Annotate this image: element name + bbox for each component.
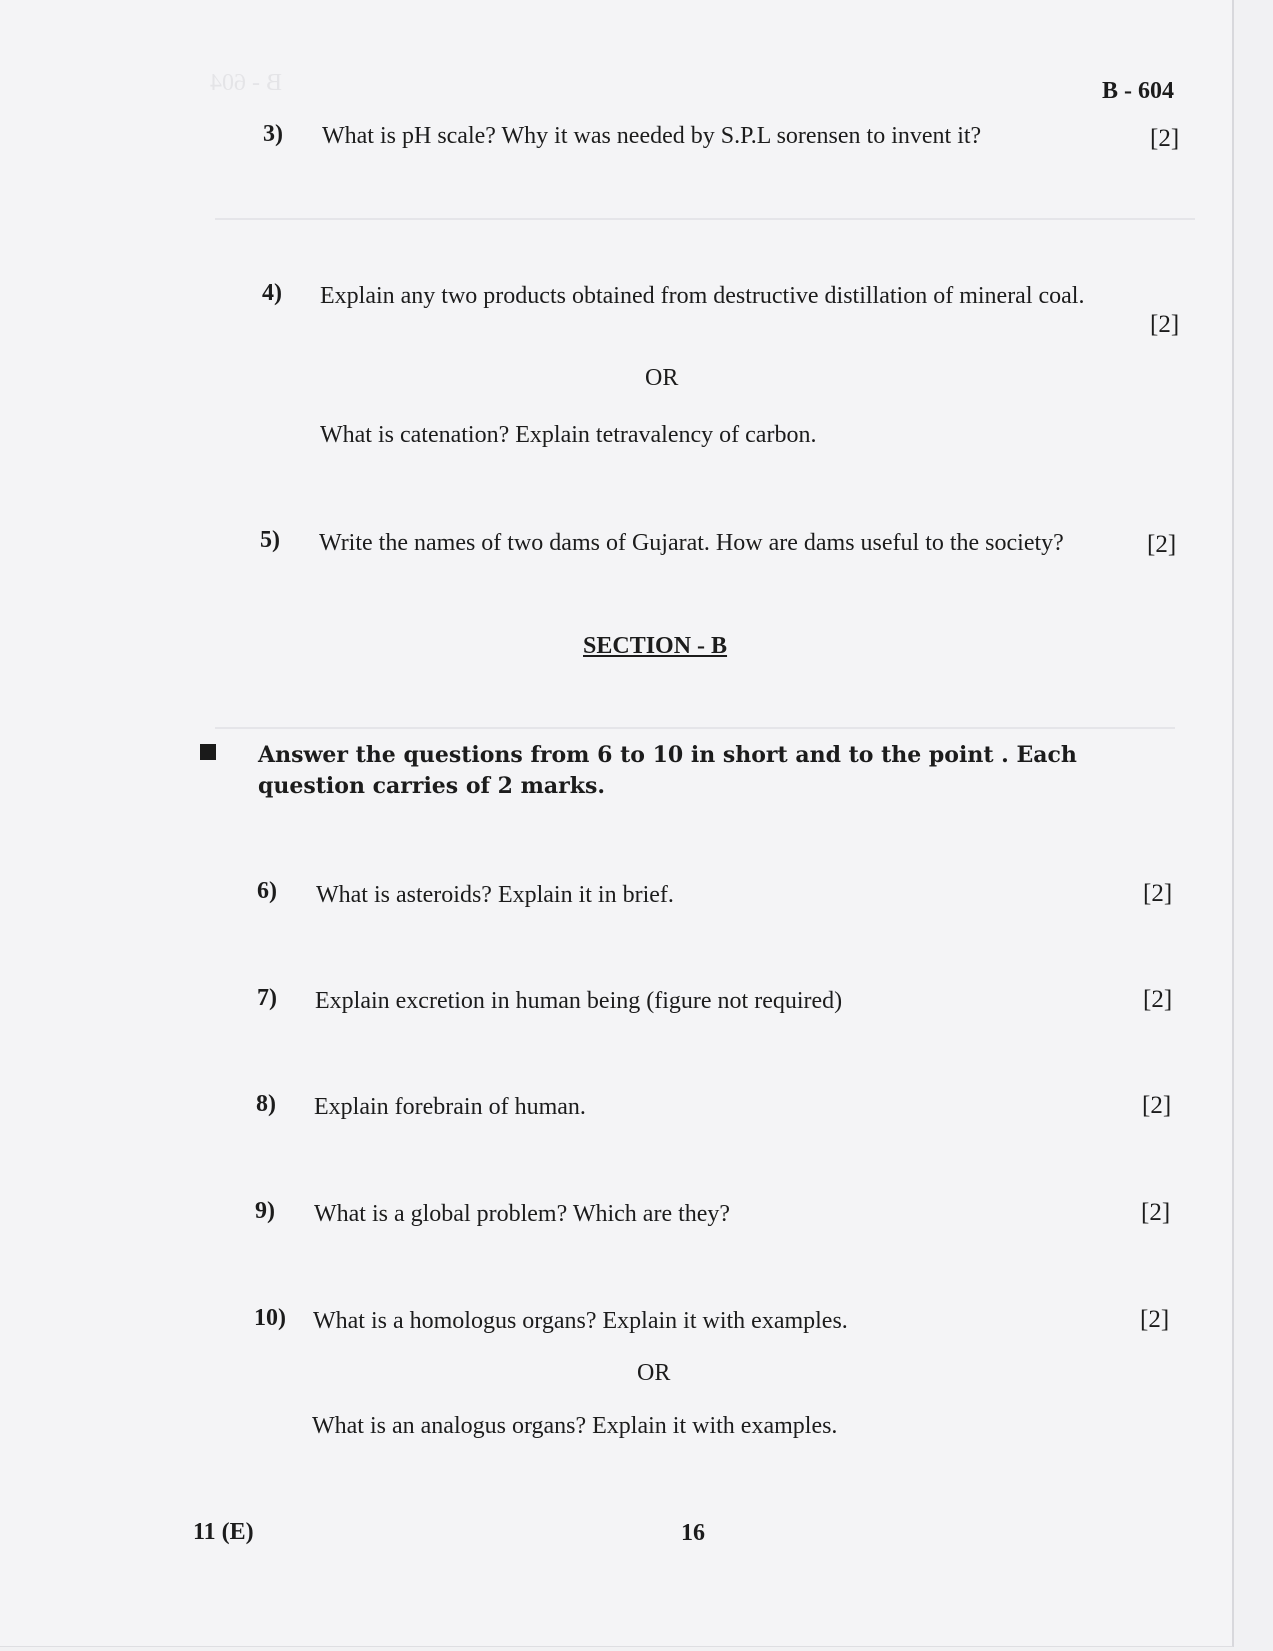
question-text: Explain excretion in human being (figure not required): [315, 988, 843, 1014]
page-number: 16: [681, 1520, 705, 1546]
alternative-question-text: What is an analogus organs? Explain it with examples.: [312, 1413, 838, 1439]
question-marks: [2]: [1141, 1199, 1171, 1226]
or-label: OR: [645, 365, 679, 391]
question-marks: [2]: [1142, 1092, 1172, 1119]
section-instruction: Answer the questions from 6 to 10 in short and to the point . Each question carries of 2 marks.: [258, 742, 1077, 799]
question-marks: [2]: [1150, 125, 1180, 152]
question-number: 3): [263, 121, 283, 147]
question-text: What is a global problem? Which are they?: [314, 1201, 731, 1227]
question-number: 7): [257, 985, 277, 1011]
question-marks: [2]: [1143, 880, 1173, 907]
footer-code: 11 (E): [193, 1519, 254, 1545]
paper-code: B - 604: [1102, 78, 1174, 104]
question-text: What is asteroids? Explain it in brief.: [316, 882, 674, 908]
show-through-line: [215, 218, 1195, 220]
question-marks: [2]: [1143, 986, 1173, 1013]
question-marks: [2]: [1150, 311, 1180, 338]
square-bullet-icon: [200, 744, 216, 760]
question-marks: [2]: [1147, 531, 1177, 558]
show-through: B - 604: [210, 70, 282, 96]
or-label: OR: [637, 1360, 671, 1386]
question-number: 10): [254, 1305, 286, 1331]
alternative-question-text: What is catenation? Explain tetravalency of carbon.: [320, 422, 817, 448]
section-title: SECTION - B: [583, 633, 728, 659]
question-number: 9): [255, 1198, 275, 1224]
question-number: 8): [256, 1091, 276, 1117]
question-text: Explain any two products obtained from destructive distillation of mineral coal.: [320, 283, 1085, 309]
question-number: 4): [262, 280, 282, 306]
question-number: 5): [260, 527, 280, 553]
question-text: Explain forebrain of human.: [314, 1094, 586, 1120]
question-text: What is a homologus organs? Explain it with examples.: [313, 1308, 848, 1334]
question-text: What is pH scale? Why it was needed by S.P.L sorensen to invent it?: [322, 123, 982, 149]
show-through-line: [215, 727, 1175, 729]
question-number: 6): [257, 878, 277, 904]
question-marks: [2]: [1140, 1306, 1170, 1333]
question-text: Write the names of two dams of Gujarat. How are dams useful to the society?: [319, 530, 1064, 556]
